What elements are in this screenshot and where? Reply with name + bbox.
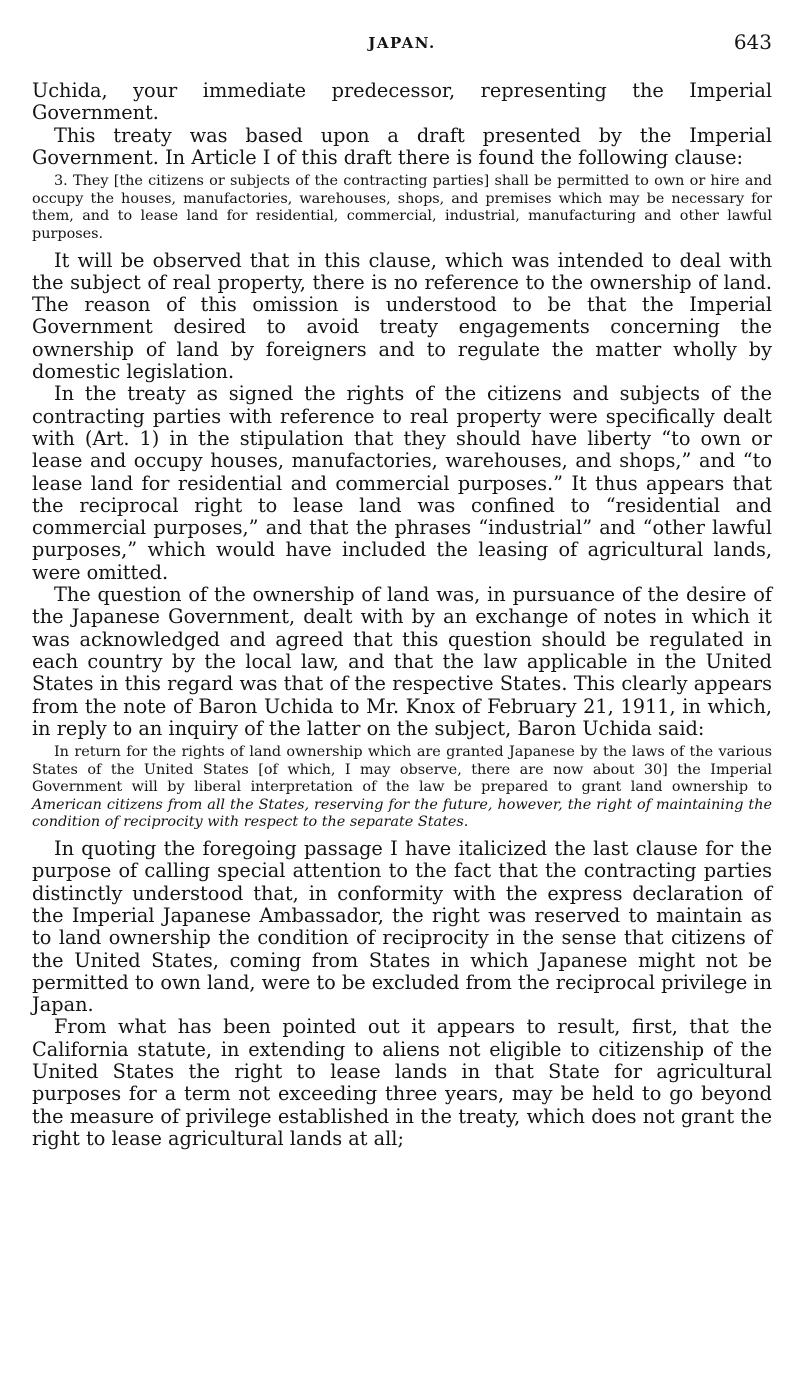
page-body [32, 80, 772, 1150]
block-quote-uchida-note [32, 744, 772, 832]
running-head: JAPAN. [368, 34, 436, 52]
paragraph-7: From what has been pointed out it appears to result, first, that the California statute, in extending to aliens not eligible to citizenship of the United States the right to lease lands in that State for agricultural purposes for a term not exceeding three years, may be held to go beyond the measure of privilege established in the treaty, which does not grant the right to lease agricultural lands at all; [32, 1015, 772, 1150]
paragraph-4: In the treaty as signed the rights of the citizens and subjects of the contracting parties with reference to real property were specifically dealt with (Art. 1) in the stipulation that they should have liberty “to own or lease and occupy houses, manufactories, warehouses, and shops,” and “to lease land for residential and commercial purposes.” It thus appears that the reciprocal right to lease land was confined to “residential and commercial purposes,” and that the phrases “industrial” and “other lawful purposes,” which would have included the leasing of agricultural lands, were omitted. [32, 382, 772, 584]
page-number: 643 [733, 30, 772, 54]
paragraph-2: This treaty was based upon a draft presented by the Imperial Government. In Article I of this draft there is found the following clause: [32, 123, 772, 169]
page-header [32, 30, 772, 64]
paragraph-6: In quoting the foregoing passage I have italicized the last clause for the purpose of calling special attention to the fact that the contracting parties distinctly understood that, in conformity with the express declaration of the Imperial Japanese Ambassador, the right was reserved to maintain as to land ownership the condition of reciprocity in the sense that citizens of the United States, coming from States in which Japanese might not be permitted to own land, were to be excluded from the reciprocal privilege in Japan. [32, 837, 772, 1017]
paragraph-1: Uchida, your immediate predecessor, representing the Imperial Government. [32, 79, 772, 125]
paragraph-5: The question of the ownership of land was, in pursuance of the desire of the Japanese Government, dealt with by an exchange of notes in which it was acknowledged and agreed that this question should be regulated in each country by the local law, and that the law applicable in the United States in this regard was that of the respective States. This clearly appears from the note of Baron Uchida to Mr. Knox of February 21, 1911, in which, in reply to an inquiry of the latter on the subject, Baron Uchida said: [32, 583, 772, 740]
quote-roman-text: In return for the rights of land ownership which are granted Japanese by the laws of the various States of the United States [of which, I may observe, there are now about 30] the Imperial Government will by liberal interpretation of the law be prepared to grant land ownership to [32, 744, 772, 796]
paragraph-3: It will be observed that in this clause, which was intended to deal with the subject of real property, there is no reference to the ownership of land. The reason of this omission is understood to be that the Imperial Government desired to avoid treaty engagements concerning the ownership of land by foreigners and to regulate the matter wholly by domestic legislation. [32, 248, 772, 384]
quote-italic-text: American citizens from all the States, reserving for the future, however, the right of maintaining the condition of reciprocity with respect to the separate States. [32, 796, 772, 831]
block-quote-article-clause: 3. They [the citizens or subjects of the contracting parties] shall be permitted to own or hire and occupy the houses, manufactories, warehouses, shops, and premises which may be necessary for them, and to lease land for residential, commercial, industrial, manufacturing and other lawful purposes. [32, 173, 772, 242]
